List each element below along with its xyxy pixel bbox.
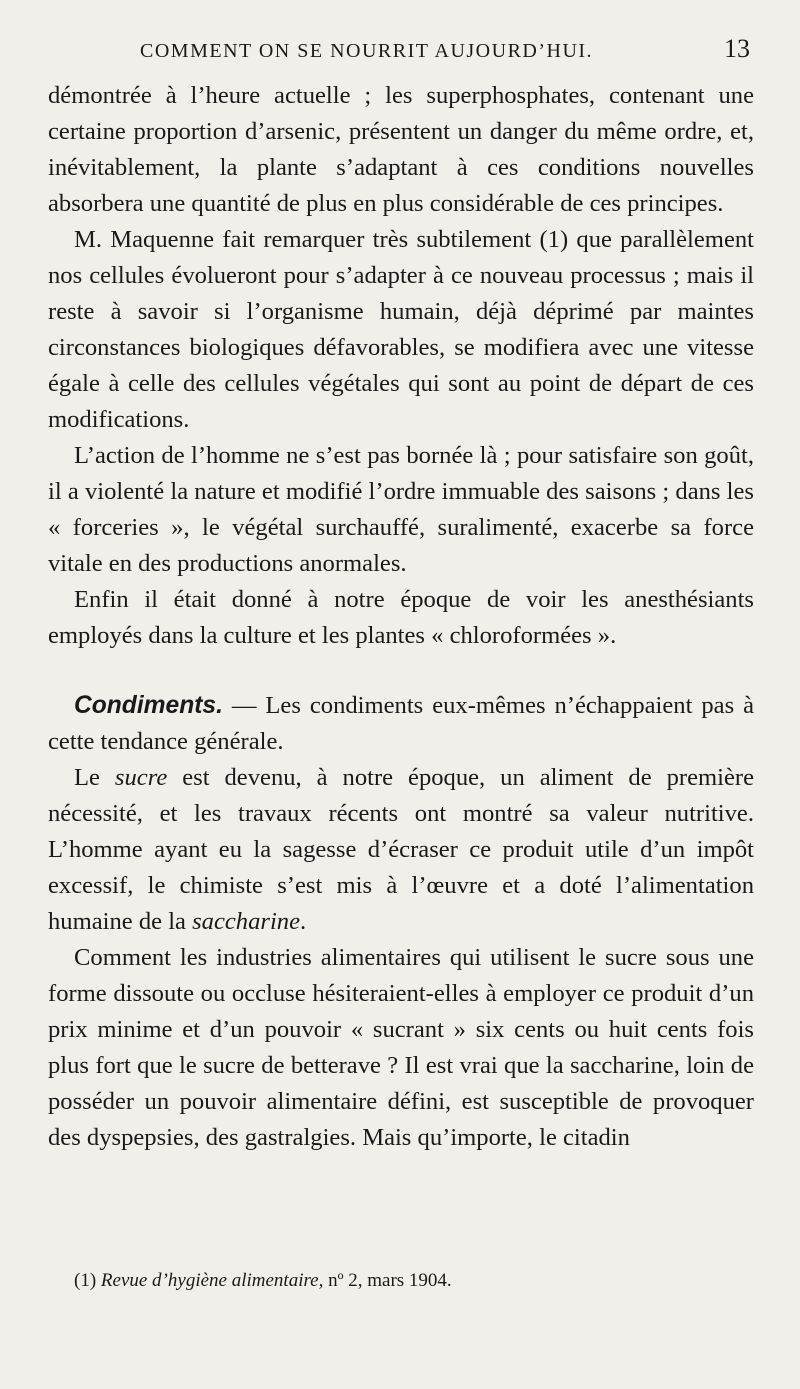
- page-header: [140, 34, 750, 70]
- footnote-detail: nº 2, mars 1904.: [323, 1270, 452, 1291]
- sucre-text-a: Le: [74, 764, 115, 791]
- sucre-text-c: .: [300, 908, 307, 935]
- sucre-text-b: est devenu, à notre époque, un aliment de première nécessité, et les travaux récents ont montré sa valeur nutritive. L’homme ayant eu la sagesse d’écraser ce produit utile d’un impôt excessif, le chimiste s’est mis à l’œuvre et a doté l’alimentation humaine de la: [48, 764, 754, 935]
- paragraph-2: M. Maquenne fait remarquer très subtilement (1) que parallèlement nos cellules évolueront pour s’adapter à ce nouveau processus ; mais il reste à savoir si l’organisme humain, déjà déprimé par maintes circonstances biologiques défavorables, se modifiera avec une vitesse égale à celle des cellules végétales qui sont au point de départ de ces modifications.: [48, 226, 754, 433]
- sucre-term: sucre: [114, 764, 168, 791]
- footnote-source: Revue d’hygiène alimentaire,: [100, 1270, 324, 1291]
- footnote: [74, 1268, 754, 1294]
- paragraph-7: Comment les industries alimentaires qui utilisent le sucre sous une forme dissoute ou occluse hésiteraient-elles à employer ce produit d’un prix minime et d’un pouvoir « sucrant » six cents ou huit cents fois plus fort que le sucre de betterave ? Il est vrai que la saccharine, loin de posséder un pouvoir alimentaire défini, est susceptible de provoquer des dyspepsies, des gastralgies. Mais qu’importe, le citadin: [48, 944, 754, 1151]
- saccharine-term: saccharine: [192, 908, 301, 935]
- paragraph-sucre: [48, 760, 754, 940]
- page-number: 13: [724, 34, 750, 63]
- running-head: COMMENT ON SE NOURRIT AUJOURD’HUI.: [140, 40, 594, 62]
- footnote-mark: (1): [74, 1270, 101, 1291]
- paragraph-1: démontrée à l’heure actuelle ; les superphosphates, contenant une certaine proportion d’arsenic, présentent un danger du même ordre, et, inévitablement, la plante s’adaptant à ces conditions nouvelles absorbera une quantité de plus en plus considérable de ces principes.: [48, 82, 754, 217]
- body-text: [48, 78, 754, 1156]
- section-heading-condiments: Condiments.: [74, 692, 223, 719]
- condiments-text: — Les condiments eux-mêmes n’échappaient pas à cette tendance générale.: [48, 692, 754, 755]
- paragraph-3: L’action de l’homme ne s’est pas bornée là ; pour satisfaire son goût, il a violenté la nature et modifié l’ordre immuable des saisons ; dans les « forceries », le végétal surchauffé, suralimenté, exacerbe sa force vitale en des productions anormales.: [48, 442, 754, 577]
- paragraph-condiments: [48, 688, 754, 760]
- paragraph-4: Enfin il était donné à notre époque de voir les anesthésiants employés dans la culture et les plantes « chloroformées ».: [48, 586, 754, 649]
